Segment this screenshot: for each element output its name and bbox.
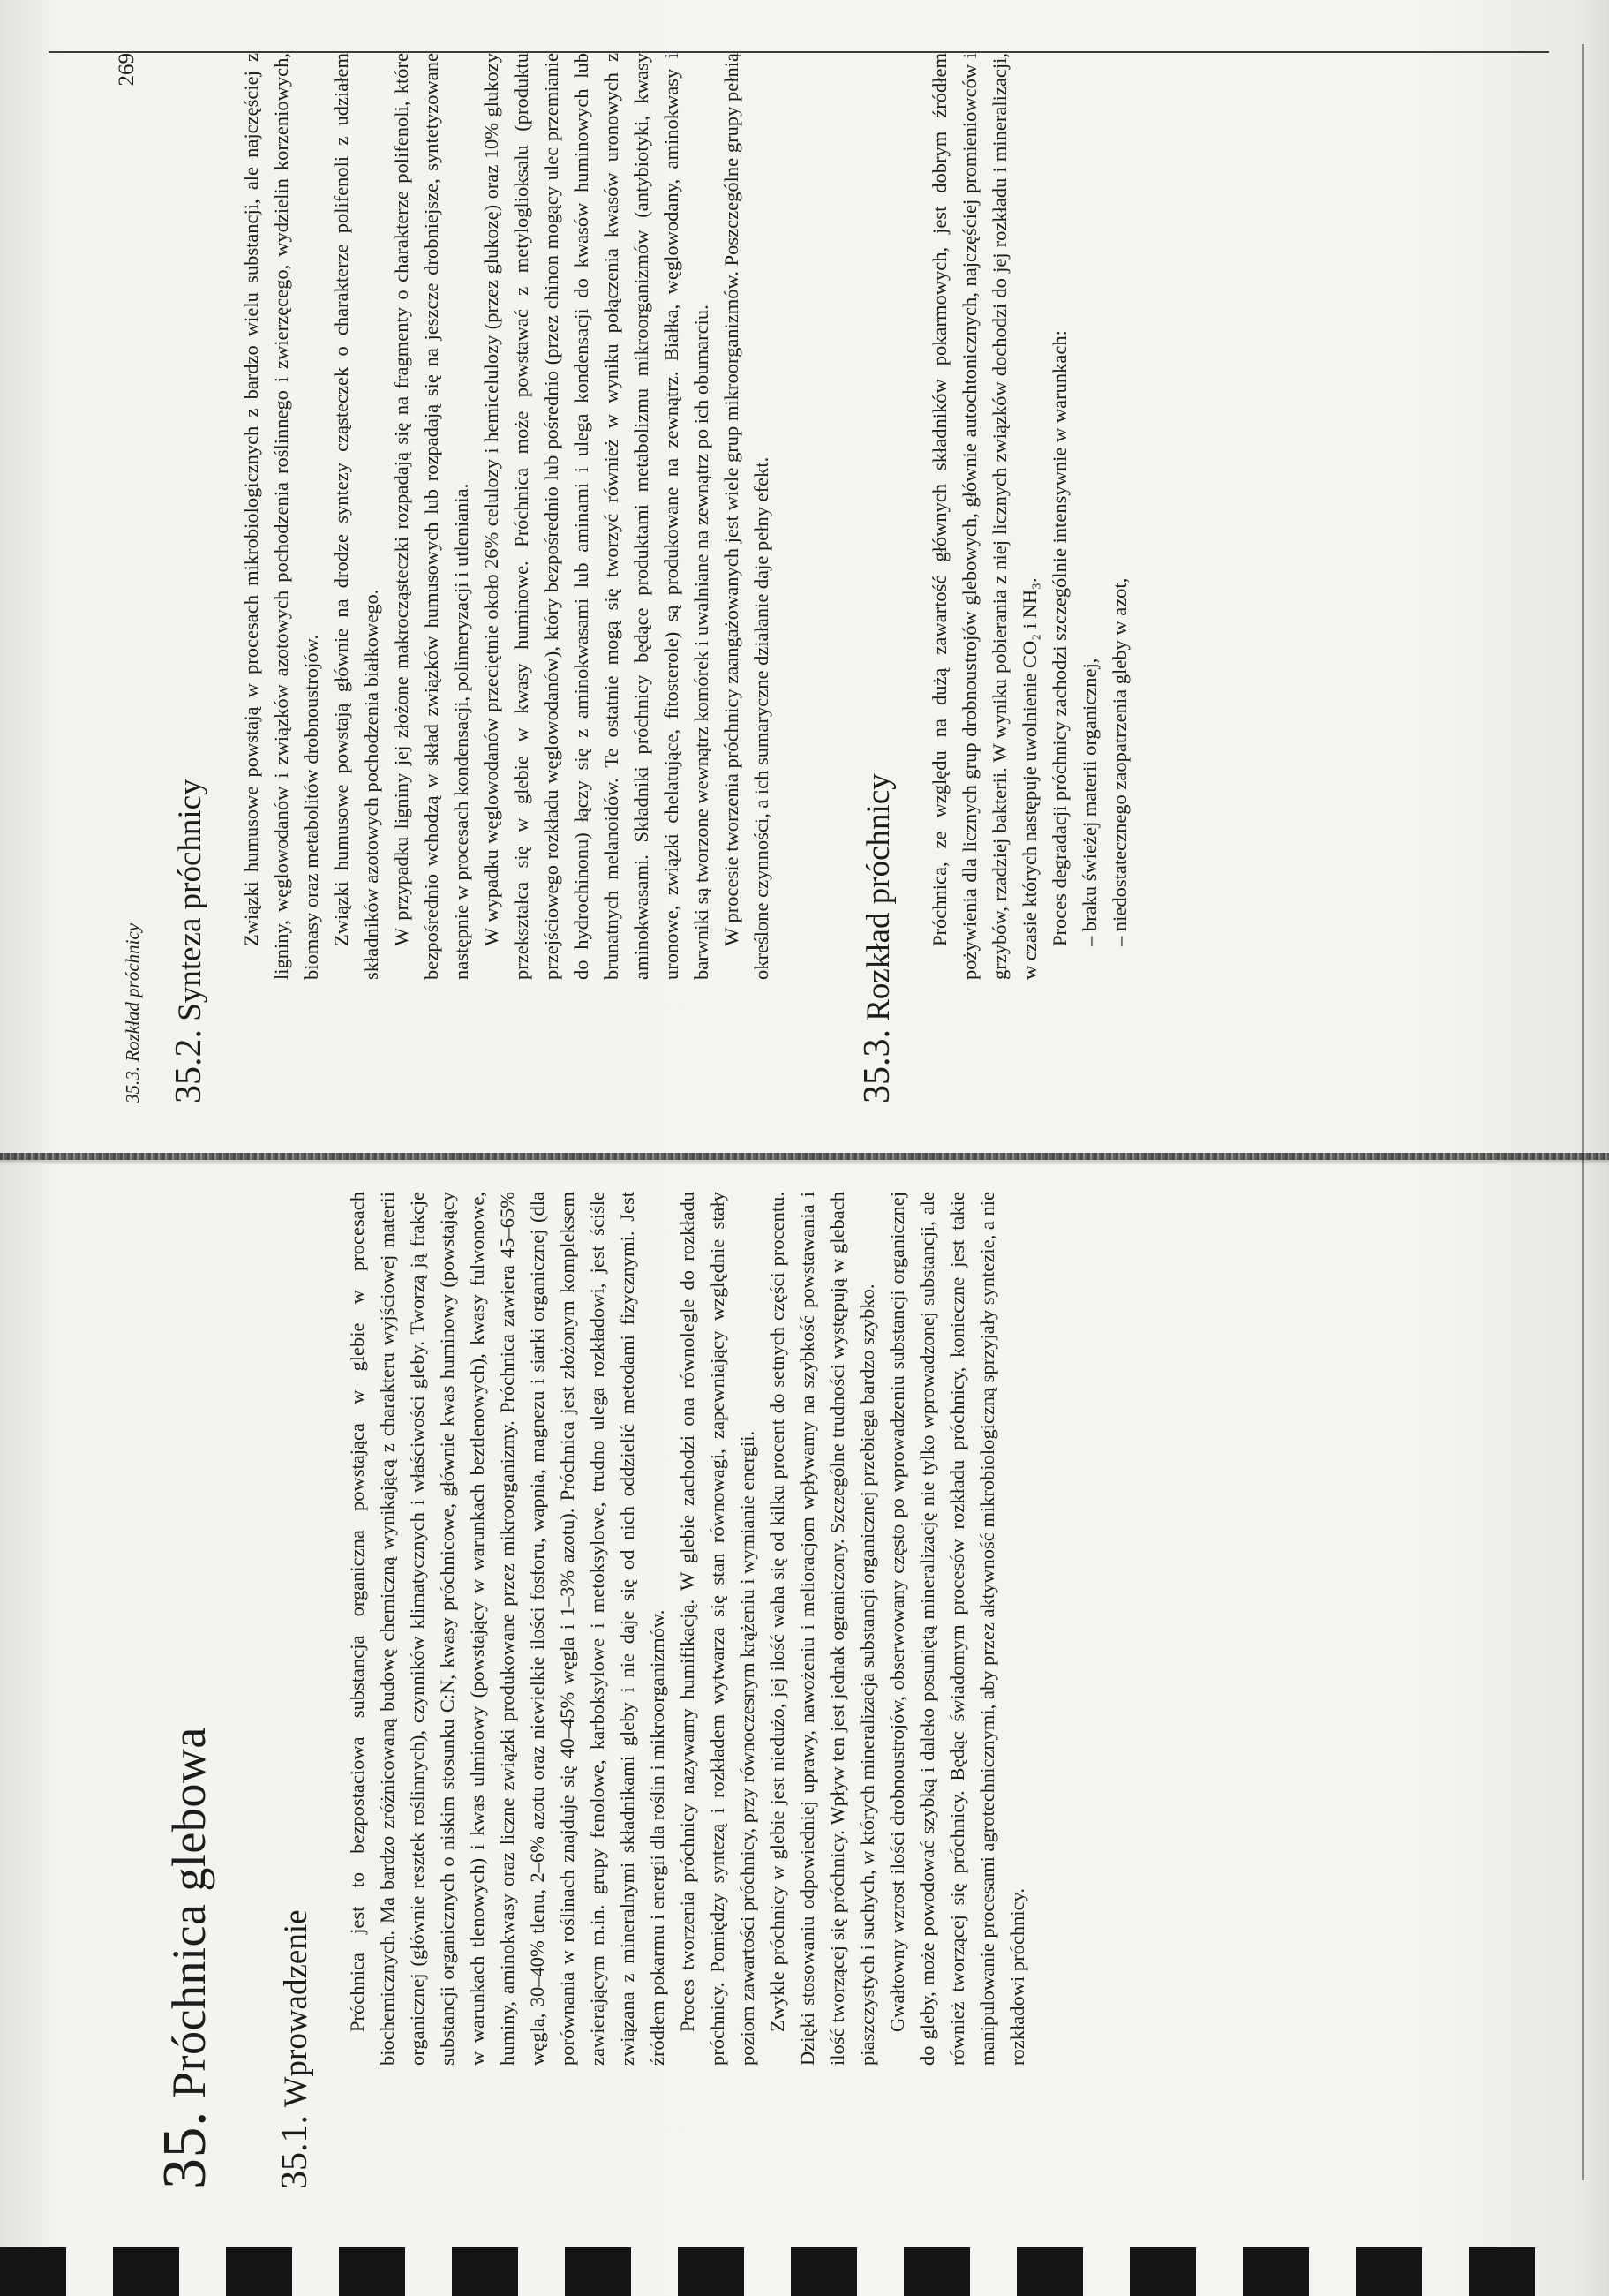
page-269: [115, 44, 1609, 1139]
chapter-heading: [150, 1183, 221, 2224]
paragraph: Próchnica jest to bezpostaciowa substancja organiczna powstająca w glebie w procesach biochemicznych. Ma bardzo zróżnicowaną budowę chemiczną wynikającą z charakteru wyjściowej materii organicznej (głównie resztek roślinnych), czynników klimatycznych i właściwości gleby. Tworzą ją frakcje substancji organicznych o niskim stosunku C:N, kwasy próchnicowe, głównie kwas huminowy (powstający w warunkach tlenowych) i kwas ulminowy (powstający w warunkach beztlenowych), kwasy fulwonowe, huminy, aminokwasy oraz liczne związki produkowane przez mikroorganizmy. Próchnica zawiera 45–65% węgla, 30–40% tlenu, 2–6% azotu oraz niewielkie ilości fosforu, wapnia, magnezu i siarki organicznej (dla porównania w roślinach znajduje się 40–45% węgla i 1–3% azotu). Próchnica jest złożonym kompleksem zawierającym m.in. grupy fenolowe, karboksylowe i metoksylowe, trudno ulega rozkładowi, jest ściśle związana z mineralnymi składnikami gleby i nie daje się od nich oddzielić metodami fizycznymi. Jest źródłem pokarmu i energii dla roślin i mikroorganizmów.: [346, 1192, 668, 2066]
book-spine: [0, 1153, 1609, 1160]
binding-hole: [452, 2247, 518, 2296]
paragraph: W wypadku węglowodanów przeciętnie około 26% celulozy i hemicelulozy (przez glukozę) oraz 10% glukozy przekształca się w glebie w kwasy huminowe. Próchnica może powstawać z metyloglioksalu (produktu przejściowego rozkładu węglowodanów), który bezpośrednio lub pośrednio (przez chinon mogący ulec przemianie do hydrochinonu) łączy się z aminokwasami lub aminami i ulega kondensacji do kwasów huminowych lub brunatnych melanoidów. Te ostatnie mogą się tworzyć również w wyniku połączenia kwasów uronowych z aminokwasami. Składniki próchnicy będące produktami metabolizmu mikroorganizmów (antybiotyki, kwasy uronowe, związki chelatujące, fitosterole) są produkowane na zewnątrz. Białka, węglowodany, aminokwasy i barwniki są tworzone wewnątrz komórek i uwalniane na zewnątrz po ich obumarciu.: [480, 53, 712, 980]
paragraph: W przypadku ligniny jej złożone makrocząsteczki rozpadają się na fragmenty o charakterze polifenoli, które bezpośrednio wchodzą w skład związków humusowych lub rozpadają się na jeszcze drobniejsze, syntetyzowane następnie w procesach kondensacji, polimeryzacji i utleniania.: [390, 53, 472, 980]
page-content: [168, 44, 1135, 1139]
page-number: 269: [115, 53, 139, 87]
binding-hole: [1017, 2247, 1083, 2296]
list-item: – niedostatecznego zaopatrzenia gleby w azot,: [1109, 577, 1131, 946]
binding-hole: [1356, 2247, 1422, 2296]
binding-hole: [0, 2247, 66, 2296]
section-body-rozklad: [925, 44, 1135, 1139]
list-item: – braku świeżej materii organicznej,: [1079, 658, 1101, 946]
page-content: [150, 1183, 1033, 2224]
paragraph: Gwałtowny wzrost ilości drobnoustrojów, obserwowany często po wprowadzeniu substancji organicznej do gleby, może powodować szybką i daleko posuniętą mineralizację nie tylko wprowadzonej substancji, ale również tworzącej się próchnicy. Będąc świadomym procesów rozkładu próchnicy, konieczne jest takie manipulowanie procesami agrotechnicznymi, aby przez aktywność mikrobiologiczną sprzyjały syntezie, a nie rozkładowi próchnicy.: [886, 1192, 1028, 2066]
binding-hole: [565, 2247, 631, 2296]
binding-hole: [1469, 2247, 1535, 2296]
running-head: [115, 44, 150, 1139]
chapter-number: 35.: [151, 2111, 219, 2189]
section-title: Rozkład próchnicy: [861, 773, 897, 1021]
spine-shadow: [0, 1160, 1609, 1165]
paragraph: Związki humusowe powstają głównie na drodze syntezy cząsteczek o charakterze polifenoli z udziałem składników azotowych pochodzenia białkowego.: [330, 53, 382, 980]
binding-hole: [791, 2247, 857, 2296]
conditions-list: [1075, 53, 1135, 980]
section-title: Synteza próchnicy: [172, 779, 208, 1021]
section-heading-wprowadzenie: [274, 1183, 316, 2224]
paragraph: W procesie tworzenia próchnicy zaangażowanych jest wiele grup mikroorganizmów. Poszczególne grupy pełnią określone czynności, a ich sumaryczne działanie daje pełny efekt.: [720, 53, 772, 980]
page-chapter-35: [115, 1183, 1609, 2224]
section-body-synteza: [237, 44, 777, 1139]
chapter-title: Próchnica glebowa: [162, 1727, 215, 2098]
paragraph: Próchnica, ze względu na dużą zawartość głównych składników pokarmowych, jest dobrym źródłem pożywienia dla licznych grup drobnoustrojów glebowych, głównie autochtonicznych, najczęściej promieniowców i grzybów, rzadziej bakterii. W wyniku pobierania z niej licznych związków dochodzi do jej rozkładu i mineralizacji, w czasie których następuje uwolnienie CO₂ i NH₃.: [929, 53, 1041, 980]
binding-holes: [0, 2247, 1609, 2296]
binding-hole: [113, 2247, 179, 2296]
paragraph: Proces degradacji próchnicy zachodzi szczególnie intensywnie w warunkach:: [1049, 330, 1071, 946]
paragraph: Związki humusowe powstają w procesach mikrobiologicznych z bardzo wielu substancji, ale najczęściej z ligniny, węglowodanów i związków azotowych pochodzenia roślinnego i zwierzęcego, wydzielin korzeniowych, biomasy oraz metabolitów drobnoustrojów.: [240, 53, 322, 980]
binding-hole: [226, 2247, 292, 2296]
paragraph: Proces tworzenia próchnicy nazywamy humifikacją. W glebie zachodzi ona równolegle do rozkładu próchnicy. Pomiędzy syntezą i rozkładem wytwarza się stan równowagi, zapewniający względnie stały poziom zawartości próchnicy, przy równoczesnym krążeniu i wymianie energii.: [676, 1192, 758, 2066]
paragraph: Zwykle próchnicy w glebie jest niedużo, jej ilość waha się od kilku procent do setnych części procentu. Dzięki stosowaniu odpowiedniej uprawy, nawożeniu i melioracjom wpływamy na szybkość powstawania i ilość tworzącej się próchnicy. Wpływ ten jest jednak ograniczony. Szczególne trudności występują w glebach piaszczystych i suchych, w których mineralizacja substancji organicznej przebiega bardzo szybko.: [766, 1192, 878, 2066]
running-head-section: 35.3. Rozkład próchnicy: [122, 922, 143, 1103]
section-title: Wprowadzenie: [278, 1909, 314, 2108]
binding-hole: [904, 2247, 970, 2296]
section-body-wprowadzenie: [342, 1183, 1033, 2224]
section-number: 35.1.: [274, 2115, 315, 2189]
section-heading-synteza: [168, 44, 210, 1139]
binding-hole: [339, 2247, 405, 2296]
binding-hole: [1243, 2247, 1309, 2296]
section-number: 35.2.: [169, 1029, 209, 1103]
section-heading-rozklad: [856, 44, 898, 1139]
section-number: 35.3.: [857, 1029, 898, 1103]
binding-hole: [1130, 2247, 1196, 2296]
binding-hole: [678, 2247, 744, 2296]
